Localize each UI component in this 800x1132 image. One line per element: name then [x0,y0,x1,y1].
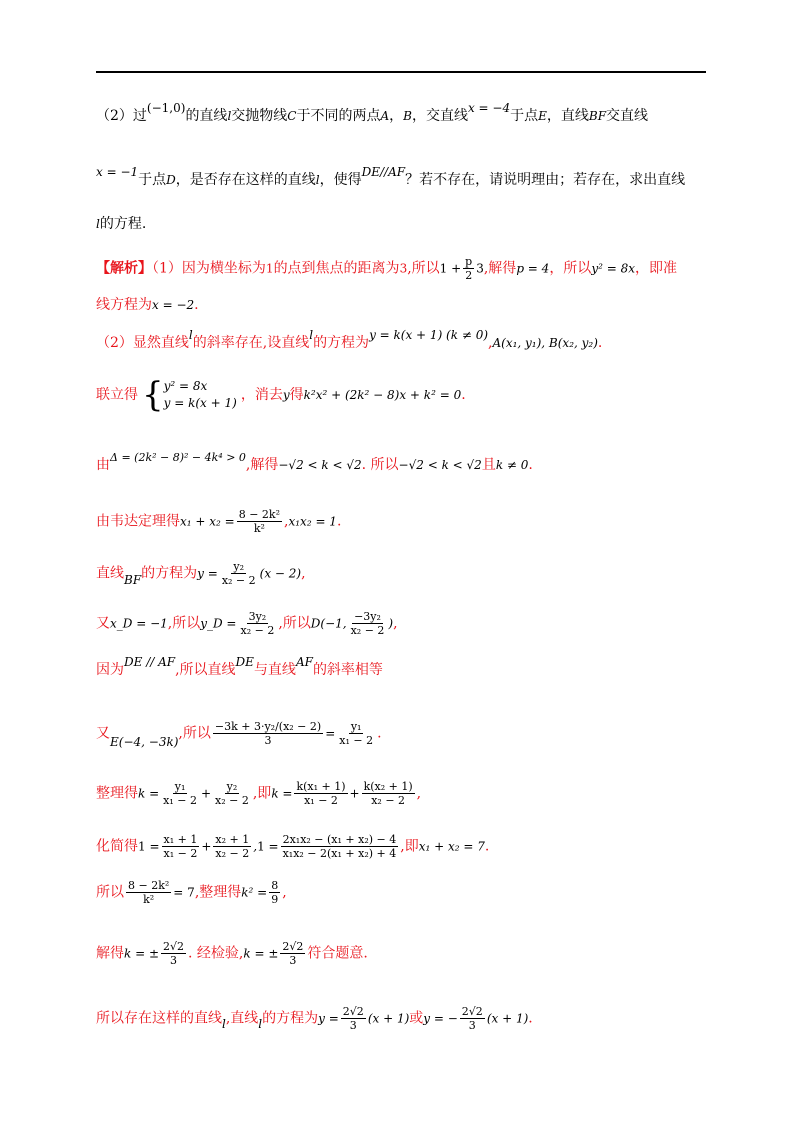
math: k = [138,786,160,801]
fraction [220,560,258,587]
header-rule [96,71,706,73]
solution-line-4 [96,375,466,415]
solution-line-14 [96,940,368,967]
math: l [188,328,193,342]
analysis-tag: 【解析】 [96,260,152,277]
math: k = ± [243,946,279,961]
fraction [294,780,347,807]
fraction [162,833,200,860]
fraction [337,720,375,747]
math: + [201,839,212,854]
math: (x + 1) [486,1011,529,1026]
text: ,所以 [278,615,311,632]
text: , [284,513,289,530]
solution-line-5 [96,451,533,476]
math: −√2 < k < √2 [278,458,362,472]
denominator: 2 [465,269,473,282]
text: , [488,335,493,351]
math: A(x₁, y₁), B(x₂, y₂) [492,336,598,350]
fraction [213,833,251,860]
numerator: p [465,255,473,268]
numerator: 2√2 [342,1005,364,1018]
text: 交抛物线 [231,108,288,124]
fraction [239,610,277,637]
math: E(−4, −3k) [110,734,179,749]
math: DE // AF [124,655,176,669]
numerator: x₁ + 1 [163,833,198,846]
solution-line-10 [96,720,382,747]
text: . 所以 [361,457,399,473]
math: 1 + [439,261,462,276]
text: ， [389,108,404,124]
math: p = 4 [516,261,550,276]
math: y² = 8x [591,261,635,276]
numerator: y₂ [233,560,245,573]
math: l [222,1016,226,1031]
fraction [463,255,474,282]
fraction [280,940,305,967]
math: l [315,173,320,187]
math: C [287,109,297,123]
numerator: k(x₂ + 1) [363,780,413,793]
denominator: 9 [271,893,279,906]
denominator: x₂ − 2 [215,794,249,807]
problem-line-2 [96,165,686,190]
math: , [253,839,258,854]
text: 交直线 [606,108,649,124]
math: BF [124,572,142,587]
math: k² = [241,885,268,900]
fraction [213,720,323,747]
text: 与直线 [253,662,296,678]
denominator: x₁ − 2 [339,734,374,747]
equation-system [142,375,237,415]
math: ) [388,616,394,631]
numerator: y₁ [350,720,362,733]
text: . [194,297,199,313]
text: ,整理得 [194,884,242,901]
text: ,所以 [407,260,440,277]
math: l [227,109,232,123]
text: ,即 [252,785,272,802]
text: ,直线 [225,1010,259,1027]
solution-line-6 [96,508,341,535]
fraction [213,780,251,807]
numerator: x₂ + 1 [215,833,250,846]
math: Δ = (2k² − 8)² − 4k⁴ > 0 [110,451,246,464]
text: 直线 [96,565,124,582]
text: 的斜率相等 [312,662,383,678]
denominator: k² [143,893,155,906]
text: 联立得 [96,387,138,403]
text: 或 [409,1010,424,1027]
denominator: 3 [468,1019,476,1032]
text: , [282,884,287,901]
text: . [484,838,490,855]
denominator: x₁ − 2 [163,847,198,860]
math: k²x² + (2k² − 8)x + k² = 0 [303,388,462,402]
fraction [161,780,199,807]
math: y_D = [200,616,237,631]
fraction [126,879,171,906]
denominator: k² [253,522,265,535]
math: + [349,786,360,801]
fraction [269,879,280,906]
text: , [416,785,422,802]
text: ,所以 [167,615,201,632]
math: y [282,388,290,402]
math: BF [588,109,607,123]
text: ，直线 [546,108,589,124]
math: + [200,786,212,801]
math: y = k(x + 1) (k ≠ 0) [369,328,489,342]
text: ，是否存在这样的直线 [175,172,316,188]
system-row: y = k(x + 1) [163,396,237,410]
math: k ≠ 0 [495,458,529,472]
numerator: 8 − 2k² [238,508,281,521]
denominator: x₁x₂ − 2(x₁ + x₂) + 4 [282,847,397,860]
solution-line-2 [96,295,199,315]
solution-line-15 [96,1005,533,1032]
solution-line-9 [96,655,383,680]
denominator: x₂ − 2 [240,624,275,637]
text: 于点 [510,108,539,124]
numerator: −3y₂ [354,610,381,623]
text: ,即 [400,838,419,855]
text: 所以 [96,884,124,901]
text: , [301,565,306,582]
denominator: 3 [264,734,272,747]
text: 的方程为 [262,1010,319,1027]
solution-line-1 [96,255,677,282]
text: （2）过 [96,108,147,124]
math: (x − 2) [259,566,302,581]
text: . [528,457,533,473]
text: 于点 [138,172,167,188]
math: = [325,726,336,741]
text: 于不同的两点 [296,108,381,124]
text: 所以存在这样的直线 [96,1010,222,1027]
math: y = [197,566,218,581]
solution-line-3 [96,328,603,353]
denominator: x₁ − 2 [163,794,197,807]
numerator: y₂ [226,780,238,793]
math: y = − [423,1011,458,1026]
numerator: 8 − 2k² [128,879,170,892]
math: 1 [265,261,274,276]
text: 的方程. [99,216,147,232]
math: −√2 < k < √2 [398,458,482,472]
math: D [166,173,176,187]
problem-line-3 [96,214,146,234]
math: x_D = −1 [110,616,168,631]
text: . [336,513,342,530]
math: 3 [476,261,484,276]
numerator: −3k + 3·y₂/(x₂ − 2) [214,720,322,733]
math: l [309,328,314,342]
fraction [341,1005,366,1032]
numerator: 2x₁x₂ − (x₁ + x₂) − 4 [282,833,397,846]
math: k = ± [124,946,160,961]
numerator: 2√2 [282,940,304,953]
fraction [460,1005,485,1032]
problem-line-1 [96,101,649,126]
fraction [362,780,415,807]
fraction [161,940,186,967]
text: , [393,615,398,632]
text: 又 [96,615,110,632]
solution-line-7 [96,560,306,587]
denominator: x₂ − 2 [215,847,250,860]
text: . 经检验, [188,945,244,962]
text: ,解得 [245,457,279,473]
solution-line-13 [96,879,287,906]
numerator: 3y₂ [248,610,267,623]
text: 的斜率存在,设直线 [192,335,310,351]
text: 得 [289,387,304,403]
text: 的方程为 [313,335,370,351]
math: l [96,217,100,231]
system-row: y² = 8x [163,379,208,393]
math: DE [235,655,254,669]
denominator: x₁ − 2 [304,794,338,807]
solution-line-11 [96,780,421,807]
fraction [281,833,399,860]
math: 3 [399,261,408,276]
denominator: 3 [349,1019,357,1032]
text: 又 [96,725,110,742]
math: x₁ + x₂ = [180,514,235,529]
text: . [377,725,382,742]
math: DE//AF [361,165,406,179]
fraction [349,610,387,637]
text: ,所以 [178,725,211,742]
text: ，即准 [635,260,677,277]
math: x = −2 [152,298,195,312]
text: 解得 [96,945,124,962]
text: 的点到焦点的距离为 [273,260,400,277]
math: B [403,109,412,123]
text: （2）显然直线 [96,335,189,351]
math: (x + 1) [367,1011,410,1026]
math: k = [271,786,293,801]
brace-icon: { [142,375,164,415]
text: . [597,335,603,351]
text: 由 [96,457,110,473]
text: 且 [481,457,496,473]
numerator: 8 [271,879,279,892]
text: . [461,387,466,403]
text: ,解得 [483,260,517,277]
math: l [258,1016,263,1031]
math: 1 = [257,839,279,854]
text: （1）因为横坐标为 [152,260,266,277]
denominator: x₂ − 2 [221,574,256,587]
text: ，消去 [240,387,283,403]
text: 的方程为 [141,565,198,582]
math: 1 = [138,839,160,854]
text: 线方程为 [96,297,152,313]
math: x₁x₂ = 1 [288,514,337,529]
denominator: x₂ − 2 [371,794,406,807]
text: 因为 [96,662,124,678]
numerator: y₁ [174,780,186,793]
denominator: 3 [289,954,297,967]
text: ，交直线 [411,108,468,124]
denominator: x₂ − 2 [350,624,385,637]
solution-line-12 [96,833,489,860]
text: ，使得 [319,172,362,188]
math: AF [295,655,313,669]
text: 符合题意. [307,945,368,962]
solution-line-8 [96,610,398,637]
denominator: 3 [170,954,178,967]
math: D(−1, [310,616,347,631]
numerator: k(x₁ + 1) [296,780,346,793]
fraction [237,508,282,535]
math: x₁ + x₂ = 7 [418,839,485,854]
text: 的直线 [185,108,228,124]
math: y = [318,1011,339,1026]
numerator: 2√2 [163,940,185,953]
numerator: 2√2 [461,1005,483,1018]
math: E [538,109,547,123]
text: 整理得 [96,785,138,802]
math: x = −4 [467,101,511,115]
math: (−1,0) [146,101,186,115]
text: 化简得 [96,838,138,855]
text: ，所以 [549,260,592,277]
text: 由韦达定理得 [96,513,180,530]
math: x = −1 [96,165,139,179]
math: = 7 [173,885,195,900]
text: . [528,1010,533,1027]
math: A [380,109,390,123]
text: ,所以直线 [175,662,236,678]
text: ？若不存在，请说明理由；若存在，求出直线 [405,172,686,188]
